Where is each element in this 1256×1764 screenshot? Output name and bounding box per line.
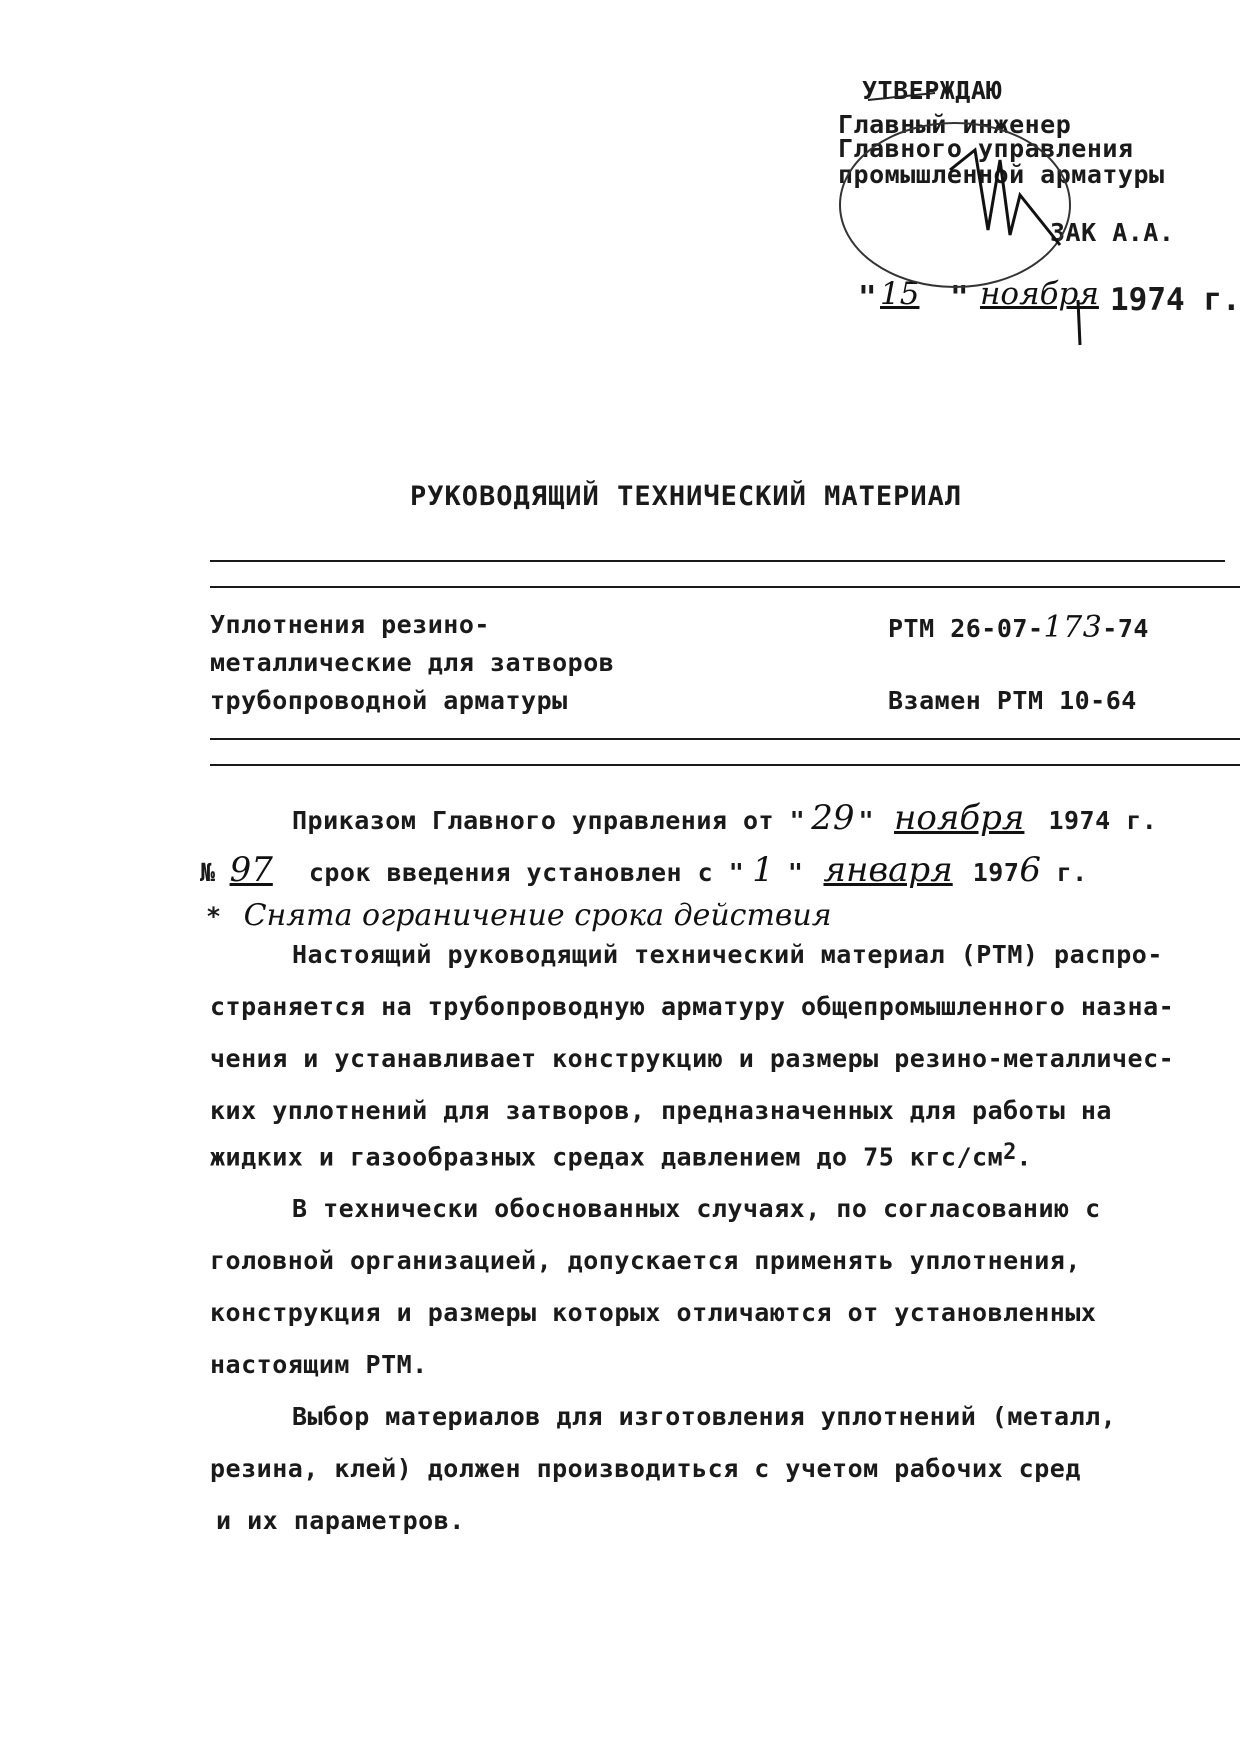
order-month: ноября — [894, 798, 1025, 838]
order-line-1 — [292, 798, 1157, 838]
paragraph-1-line-5 — [210, 1140, 1032, 1171]
paragraph-1-line-4: ких уплотнений для затворов, предназначенных для работы на — [210, 1096, 1112, 1125]
paragraph-2-line-4: настоящим РТМ. — [210, 1350, 428, 1379]
order-number: 97 — [229, 850, 273, 890]
pressure-unit-superscript: 2 — [1003, 1140, 1017, 1165]
document-title: РУКОВОДЯЩИЙ ТЕХНИЧЕСКИЙ МАТЕРИАЛ — [410, 481, 963, 512]
effective-year-prefix: 197 — [972, 858, 1020, 887]
effective-month: января — [823, 850, 953, 890]
approval-title: УТВЕРЖДАЮ — [862, 76, 1002, 105]
approval-date-quote-close: " — [950, 280, 969, 316]
note-text: Снята ограничение срока действия — [243, 898, 832, 933]
paragraph-1-line-5-text: жидких и газообразных средах давлением до 75 кгс/см — [210, 1142, 1004, 1172]
approval-line-2: Главного управления — [838, 134, 1134, 163]
paragraph-1-line-2: страняется на трубопроводную арматуру общепромышленного назна- — [210, 992, 1175, 1021]
paragraph-1-line-3: чения и устанавливает конструкцию и размеры резино-металличес- — [210, 1044, 1175, 1073]
approval-line-3: промышленной арматуры — [838, 160, 1165, 189]
paragraph-1-line-1: Настоящий руководящий технический материал (РТМ) распро- — [292, 940, 1163, 969]
order-number-sign: № — [200, 858, 216, 887]
document-code-prefix: РТМ 26-07- — [888, 614, 1044, 643]
header-rule-3 — [210, 738, 1240, 740]
signature-scribble — [950, 150, 1060, 245]
handwritten-note — [206, 898, 832, 933]
stamp-circle — [840, 123, 1070, 287]
paragraph-2-line-3: конструкция и размеры которых отличаются от установленных — [210, 1298, 1097, 1327]
subject-line-2: металлические для затворов — [210, 648, 615, 677]
paragraph-3-line-2: резина, клей) должен производиться с учетом рабочих сред — [210, 1454, 1081, 1483]
signature-stroke-top — [868, 93, 935, 100]
document-code — [888, 610, 1149, 645]
approval-date-quote-open: " — [858, 280, 877, 316]
paragraph-3-line-3: и их параметров. — [216, 1506, 465, 1535]
header-rule-1 — [210, 560, 1225, 562]
paragraph-2-line-2: головной организацией, допускается применять уплотнения, — [210, 1246, 1081, 1275]
order-year: 1974 г. — [1048, 806, 1158, 835]
order-line-2 — [200, 850, 1088, 890]
subject-line-3: трубопроводной арматуры — [210, 686, 568, 715]
order-day-quote: " — [858, 806, 875, 835]
paragraph-3-line-1: Выбор материалов для изготовления уплотнений (металл, — [292, 1402, 1117, 1431]
signature-stamp — [0, 0, 1256, 400]
approval-date-year: 1974 г. — [1110, 282, 1241, 318]
document-code-number: 173 — [1043, 610, 1103, 645]
paragraph-2-line-1: В технически обоснованных случаях, по согласованию с — [292, 1194, 1101, 1223]
effective-year-digit: 6 — [1019, 850, 1042, 890]
order-line-1-prefix: Приказом Главного управления от " — [292, 806, 806, 835]
order-line-2-text: срок введения установлен с " — [308, 858, 745, 887]
approval-date-month: ноября — [980, 276, 1099, 312]
order-day: 29 — [811, 798, 855, 838]
effective-year-suffix: г. — [1041, 858, 1088, 887]
replaces-text: Взамен РТМ 10-64 — [888, 686, 1137, 715]
signature-tail — [1078, 300, 1080, 345]
paragraph-1-period: . — [1016, 1142, 1032, 1172]
subject-line-1: Уплотнения резино- — [210, 610, 490, 639]
approval-signatory: ЗАК А.А. — [1050, 218, 1175, 247]
document-code-suffix: -74 — [1102, 614, 1149, 643]
note-asterisk: * — [206, 902, 222, 931]
approval-date-day: 15 — [880, 276, 920, 312]
header-rule-4 — [210, 764, 1240, 766]
approval-line-1: Главный инженер — [838, 110, 1072, 139]
effective-day: 1 — [752, 850, 774, 890]
effective-day-quote: " — [787, 858, 804, 887]
header-rule-2 — [210, 586, 1240, 588]
